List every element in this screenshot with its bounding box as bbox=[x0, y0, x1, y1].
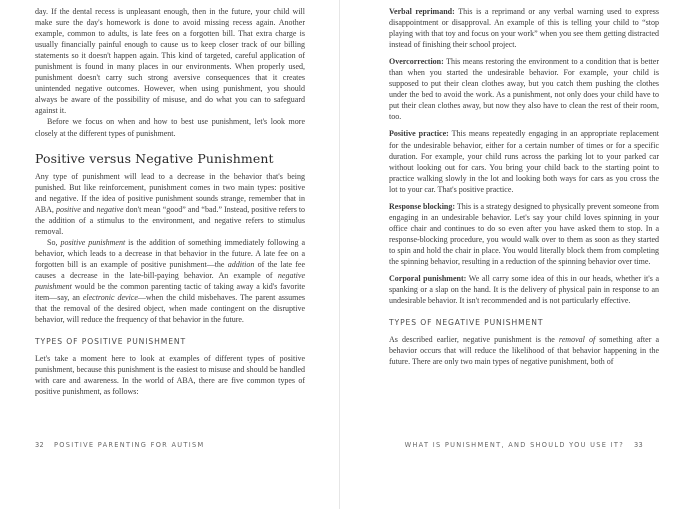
entry-term: Response blocking: bbox=[389, 201, 456, 211]
entry-text: This is a strategy designed to physically prevent someone from engaging in an undesirable behavior. Let's say your child loves spinning in your office chair and continues to do so even after you have asked them to stop. In a response-blocking procedure, you would walk over to them as soon as they started to spin and hold the chair in place. You would literally block them from completing the spinning behavior, resulting in a reduction of the spinning behavior over time. bbox=[389, 201, 659, 266]
text-run: of the late fee causes a decrease in the late-bill-paying behavior. An example of bbox=[35, 259, 306, 280]
left-footer bbox=[35, 441, 204, 449]
entry-term: Verbal reprimand: bbox=[389, 7, 455, 16]
paragraph-negative-types bbox=[389, 334, 659, 367]
entry-positive-practice bbox=[389, 128, 659, 194]
left-text-column bbox=[35, 6, 305, 397]
paragraph-transition: Before we focus on when and how to best use punishment, let's look more closely at the different types of punishment. bbox=[35, 117, 305, 138]
italic-term: addition bbox=[227, 259, 255, 269]
paragraph-positive-negative bbox=[35, 171, 305, 237]
italic-term: negative punishment bbox=[35, 270, 305, 292]
entry-term: Positive practice: bbox=[389, 129, 449, 139]
italic-term: positive punishment bbox=[60, 237, 126, 247]
page-number: 32 bbox=[35, 441, 44, 449]
entry-term: Overcorrection: bbox=[389, 57, 444, 67]
entry-text: This is a reprimand or any verbal warning used to express disappointment or disapproval. An example of this is telling your child to “stop playing with that toy and focus on your work” when you see them getting distracted instead of finishing their school project. bbox=[389, 7, 660, 50]
entry-term: Corporal punishment: bbox=[389, 274, 467, 284]
paragraph-positive-types: Let's take a moment here to look at examples of different types of positive punishment, because this punishment is the easiest to misuse and should be handled with care and awareness. In the world of ABA, there are five common types of positive punishment, as follows: bbox=[35, 354, 305, 397]
subheading-positive-types: TYPES OF POSITIVE PUNISHMENT bbox=[35, 337, 187, 347]
paragraph-intro: day. If the dental recess is unpleasant enough, then in the future, your child will make sure the day's homework is done to avoid missing recess again. Another example, common to adults, is late fees on a forgotten bill. That extra charge is usually financially painful enough to cause us to keep closer track of our billing statements so it doesn't happen again. This kind of targeted, careful application of punishment is found in many places in our environments. When properly used, punishment doesn't carry such strong aversive consequences that it creates unintended negative outcomes. However, when using punishment, you should always be aware of the possibility of misuse, and do what you can to safeguard against it. bbox=[35, 7, 305, 116]
entry-text: We all carry some idea of this in our heads, whether it's a spanking or a slap on the hand. It is the delivery of physical pain in response to an undesirable behavior. It isn't recommended and is not particularly effective. bbox=[389, 274, 659, 306]
running-title: POSITIVE PARENTING FOR AUTISM bbox=[54, 441, 205, 449]
text-run: would be the common parenting tactic of taking away a kid's favorite item—say, an bbox=[35, 282, 306, 303]
text-run: So, bbox=[47, 237, 58, 247]
entry-text: This means repeatedly engaging in an appropriate replacement for the undesirable behavior, either for a certain number of times or for a specific duration. For example, your child runs across the parking lot to your parked car without looking out for cars. You bring your child back to the starting point to practice walking slowly in the lot and looking both ways for cars as you cross the lot to your car. That's positive practice. bbox=[389, 129, 659, 194]
entry-overcorrection bbox=[389, 56, 659, 122]
left-page bbox=[0, 0, 339, 509]
running-title: WHAT IS PUNISHMENT, AND SHOULD YOU USE IT? bbox=[404, 441, 624, 449]
text-run: something after a behavior occurs that will reduce the likelihood of that behavior happening in the future. There are only two main types of negative punishment, both of bbox=[389, 335, 660, 367]
text-run: —when the child misbehaves. The parent assumes that the removal of the desired object, when made contingent on the disruptive behavior, will reduce the frequency of that behavior in the future. bbox=[35, 293, 305, 325]
entry-corporal-punishment bbox=[389, 273, 659, 306]
text-run: is the addition of something immediately following a behavior, which leads to a decrease in that behavior in the future. A late fee on a forgotten bill is an example of positive punishment—the bbox=[35, 237, 305, 269]
text-run: don't mean “good” and “bad.” Instead, positive refers to the addition of a stimulus to the environment, and negative refers to stimulus removal. bbox=[35, 204, 306, 236]
page-number: 33 bbox=[634, 441, 643, 449]
text-run: As described earlier, negative punishment is the bbox=[389, 335, 555, 345]
right-footer bbox=[405, 441, 643, 449]
text-run: Any type of punishment will lead to a decrease in the behavior that's being punished. But like reinforcement, punishment comes in two main types: positive and negative. If the idea of positive punishment sounds strange, remember that in ABA, bbox=[35, 171, 305, 214]
italic-term: electronic device bbox=[82, 293, 138, 303]
entry-response-blocking bbox=[389, 201, 659, 267]
italic-term: negative bbox=[96, 204, 124, 214]
italic-term: positive bbox=[55, 204, 81, 214]
right-text-column bbox=[389, 6, 659, 367]
subheading-negative-types: TYPES OF NEGATIVE PUNISHMENT bbox=[389, 318, 544, 328]
right-page bbox=[340, 0, 679, 509]
paragraph-positive-punishment bbox=[35, 237, 305, 325]
italic-term: removal of bbox=[558, 335, 596, 345]
entry-verbal-reprimand bbox=[389, 6, 659, 50]
text-run: and bbox=[82, 204, 95, 214]
section-heading: Positive versus Negative Punishment bbox=[35, 150, 274, 166]
entry-text: This means restoring the environment to a condition that is better than when you started the undesirable behavior. For example, your child is supposed to put their clean clothes away, but you catch them pushing the clothes under the bed to avoid the work. As a punishment, not only does your child have to put their clean clothes away, but now they also have to clean the rest of their room, too. bbox=[389, 57, 659, 122]
